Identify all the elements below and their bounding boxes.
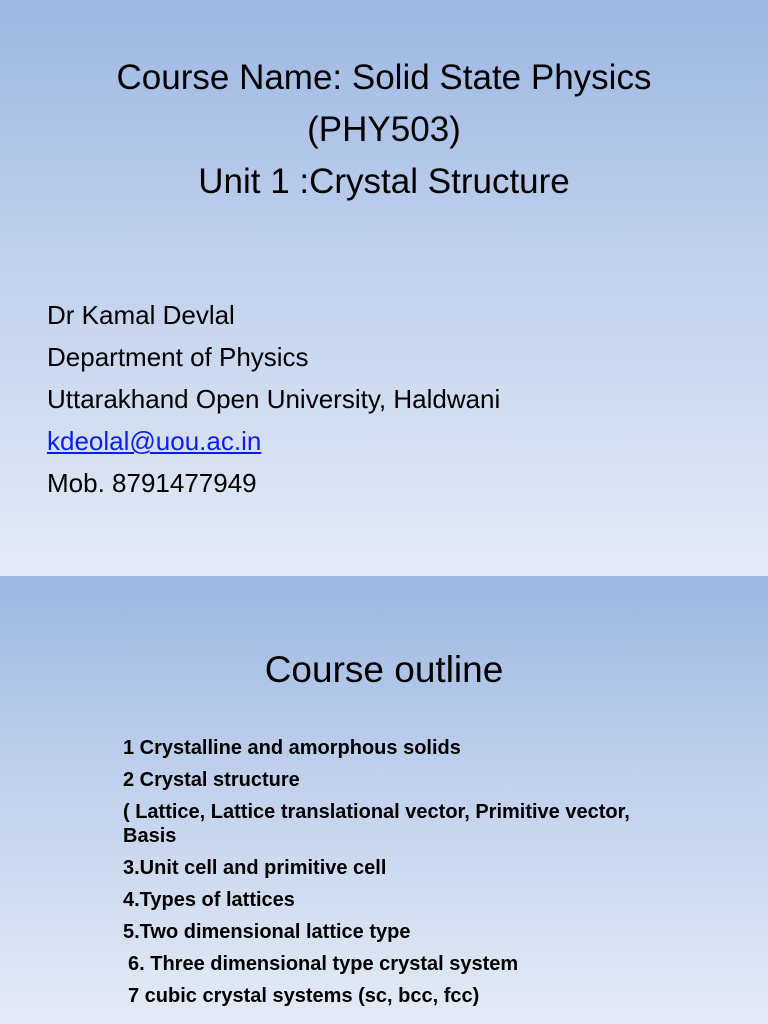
author-info	[47, 294, 500, 504]
outline-item: 3.Unit cell and primitive cell	[123, 857, 387, 879]
slide-title-heading	[0, 52, 768, 208]
author-name: Dr Kamal Devlal	[47, 300, 235, 330]
unit-title-line: Unit 1 :Crystal Structure	[198, 162, 570, 201]
slide-course-outline	[0, 576, 768, 1024]
outline-heading: Course outline	[264, 649, 504, 690]
outline-item: 4.Types of lattices	[123, 889, 295, 911]
department-name: Department of Physics	[47, 342, 309, 372]
university-name: Uttarakhand Open University, Haldwani	[47, 384, 501, 414]
outline-item: 6. Three dimensional type crystal system	[128, 953, 519, 975]
outline-item: ( Lattice, Lattice translational vector, Primitive vector, Basis	[123, 801, 630, 847]
course-code-line: (PHY503)	[307, 110, 461, 149]
outline-list	[123, 736, 683, 1016]
email-link[interactable]: kdeolal@uou.ac.in	[47, 426, 262, 456]
outline-item: 5.Two dimensional lattice type	[123, 921, 411, 943]
outline-item: 7 cubic crystal systems (sc, bcc, fcc)	[128, 985, 480, 1007]
course-name-line: Course Name: Solid State Physics	[116, 58, 652, 97]
outline-item: 1 Crystalline and amorphous solids	[123, 737, 461, 759]
outline-item: 2 Crystal structure	[123, 769, 300, 791]
mobile-number: Mob. 8791477949	[47, 468, 257, 498]
